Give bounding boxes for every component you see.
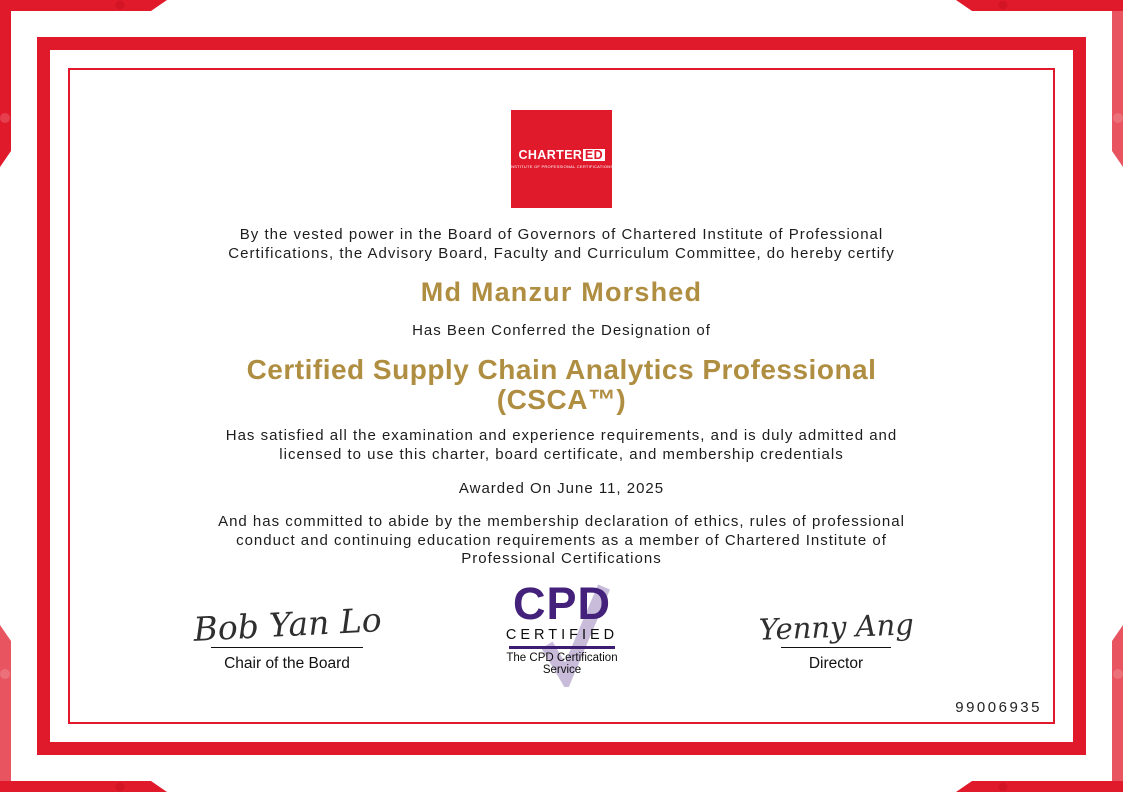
logo-word-main: CHARTER: [518, 147, 583, 162]
cpd-certified-label: CERTIFIED: [505, 627, 619, 643]
chair-title: Chair of the Board: [224, 655, 350, 672]
commitment-text: [71, 513, 1052, 569]
cpd-divider: [509, 646, 615, 649]
logo-wordmark: [518, 149, 604, 162]
cpd-service-line-1: The CPD Certification: [506, 651, 618, 664]
conferred-text: Has Been Conferred the Designation of: [412, 322, 711, 339]
satisfied-line-1: Has satisfied all the examination and experience requirements, and is duly admitted and: [225, 427, 898, 444]
designation-line-2: (CSCA™): [496, 384, 627, 415]
recipient-name: Md Manzur Morshed: [420, 277, 703, 307]
commitment-line-3: Professional Certifications: [461, 550, 662, 567]
director-title: Director: [808, 655, 864, 672]
cpd-acronym: CPD: [512, 578, 611, 629]
logo-word-highlight: ED: [584, 147, 604, 162]
satisfied-text: [71, 427, 1052, 464]
chair-signature-script: Bob Yan Lo: [192, 600, 383, 649]
logo-tagline: INSTITUTE OF PROFESSIONAL CERTIFICATIONS: [509, 164, 614, 170]
intro-text: [71, 226, 1052, 263]
certificate-number: 99006935: [955, 699, 1042, 716]
intro-line-2: Certifications, the Advisory Board, Faculty and Curriculum Committee, do hereby certify: [228, 244, 895, 262]
cpd-certified-badge: [503, 578, 621, 676]
awarded-date: Awarded On June 11, 2025: [458, 480, 665, 497]
intro-line-1: By the vested power in the Board of Governors of Chartered Institute of Professional: [239, 226, 884, 243]
designation-line-1: Certified Supply Chain Analytics Professional: [246, 354, 877, 385]
director-signature-script: Yenny Ang: [758, 607, 915, 647]
chair-signature-line: [211, 647, 363, 648]
cpd-service-line-2: Service: [542, 663, 582, 676]
satisfied-line-2: licensed to use this charter, board certificate, and membership credentials: [279, 445, 844, 463]
commitment-line-1: And has committed to abide by the membership declaration of ethics, rules of professional: [218, 513, 905, 530]
commitment-line-2: conduct and continuing education requirements as a member of Chartered Institute of: [236, 531, 887, 549]
signature-block-director: [726, 592, 946, 673]
designation-title: [71, 355, 1052, 415]
signature-block-chair: [177, 586, 397, 673]
director-signature-line: [781, 647, 891, 648]
chartered-logo: [511, 110, 612, 208]
